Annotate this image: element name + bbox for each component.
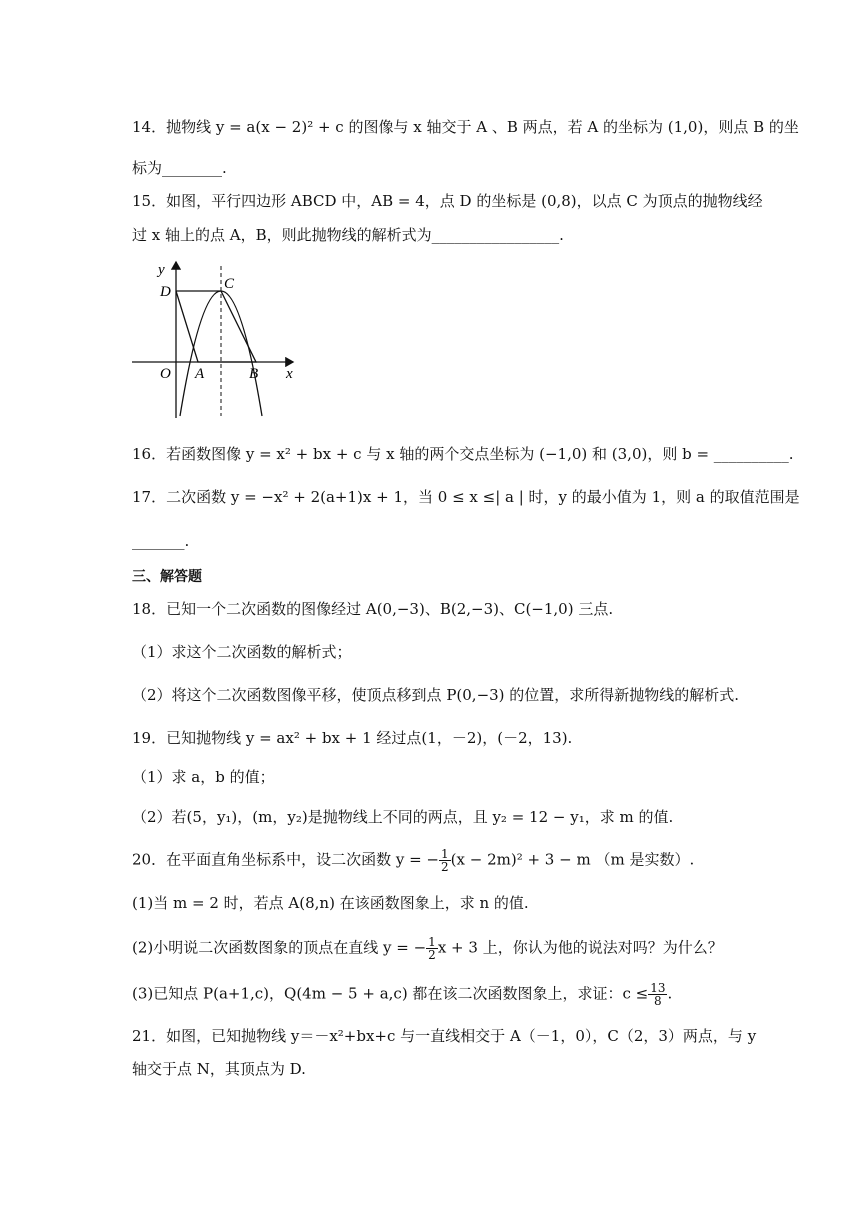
line-q14: 14．抛物线 y = a(x − 2)² + c 的图像与 x 轴交于 A 、B 两点，若 A 的坐标为 (1,0)，则点 B 的坐 (132, 118, 799, 136)
line-q18-2: （2）将这个二次函数图像平移，使顶点移到点 P(0,−3) 的位置，求所得新抛物线的解析式. (132, 686, 740, 704)
q20-p2-b: x + 3 上，你认为他的说法对吗？为什么？ (437, 938, 723, 957)
line-q20-1: (1)当 m = 2 时，若点 A(8,n) 在该函数图象上，求 n 的值. (132, 894, 529, 912)
label-b: B (249, 366, 259, 382)
line-q15-cont: 过 x 轴上的点 A，B，则此抛物线的解析式为_________________. (132, 226, 564, 244)
line-q19: 19．已知抛物线 y = ax² + bx + 1 经过点(1，－2)，(－2，13). (132, 729, 573, 747)
line-q15: 15．如图，平行四边形 ABCD 中，AB = 4，点 D 的坐标是 (0,8)，以点 C 为顶点的抛物线经 (132, 192, 763, 210)
line-q18: 18．已知一个二次函数的图像经过 A(0,−3)、B(2,−3)、C(−1,0) 三点. (132, 600, 614, 618)
q20-half-fraction (439, 848, 451, 873)
label-a: A (195, 366, 205, 382)
line-q16: 16．若函数图像 y = x² + bx + c 与 x 轴的两个交点坐标为 (−1,0) 和 (3,0)，则 b = __________. (132, 445, 794, 463)
label-c: C (224, 276, 235, 292)
parallelogram-parabola-figure (128, 256, 303, 421)
line-q20-2 (132, 936, 723, 961)
q20-p3-num: 13 (650, 981, 666, 995)
q20-stem-b: (x − 2m)² + 3 − m （m 是实数）. (450, 850, 695, 869)
q20-p3-fraction (648, 982, 667, 1007)
q20-p2-fraction (426, 936, 438, 961)
section-heading: 三、解答题 (132, 569, 202, 585)
q20-half-den: 2 (441, 860, 449, 874)
label-d: D (160, 284, 171, 300)
line-q14-cont: 标为________. (132, 159, 227, 177)
line-q21: 21．如图，已知抛物线 y＝－x²+bx+c 与一直线相交于 A（－1，0），C（2，3）两点，与 y (132, 1027, 757, 1045)
line-q19-2: （2）若(5，y₁)，(m，y₂)是抛物线上不同的两点，且 y₂ = 12 − y₁，求 m 的值. (132, 808, 674, 826)
line-q21-cont: 轴交于点 N，其顶点为 D. (132, 1060, 306, 1078)
q20-p2-num: 1 (428, 935, 436, 949)
label-x: x (286, 366, 293, 382)
line-q20-3 (132, 982, 672, 1007)
q20-half-num: 1 (441, 847, 449, 861)
line-q20 (132, 848, 694, 873)
line-q17-cont: _______. (132, 532, 190, 550)
q20-p3-b: . (667, 984, 673, 1003)
label-y: y (158, 262, 165, 278)
q20-p2-den: 2 (428, 948, 436, 962)
q20-p3-den: 8 (654, 994, 662, 1008)
line-q17: 17．二次函数 y = −x² + 2(a+1)x + 1，当 0 ≤ x ≤| a | 时，y 的最小值为 1，则 a 的取值范围是 (132, 488, 800, 506)
q20-p3-a: (3)已知点 P(a+1,c)，Q(4m − 5 + a,c) 都在该二次函数图象上，求证：c ≤ (132, 984, 649, 1003)
parallelogram-abcd (176, 291, 256, 362)
label-o: O (160, 366, 171, 382)
line-q18-1: （1）求这个二次函数的解析式； (132, 643, 352, 661)
line-q19-1: （1）求 a，b 的值； (132, 768, 275, 786)
q20-p2-a: (2)小明说二次函数图象的顶点在直线 y = − (132, 938, 427, 957)
q20-stem-a: 20．在平面直角坐标系中，设二次函数 y = − (132, 850, 440, 869)
